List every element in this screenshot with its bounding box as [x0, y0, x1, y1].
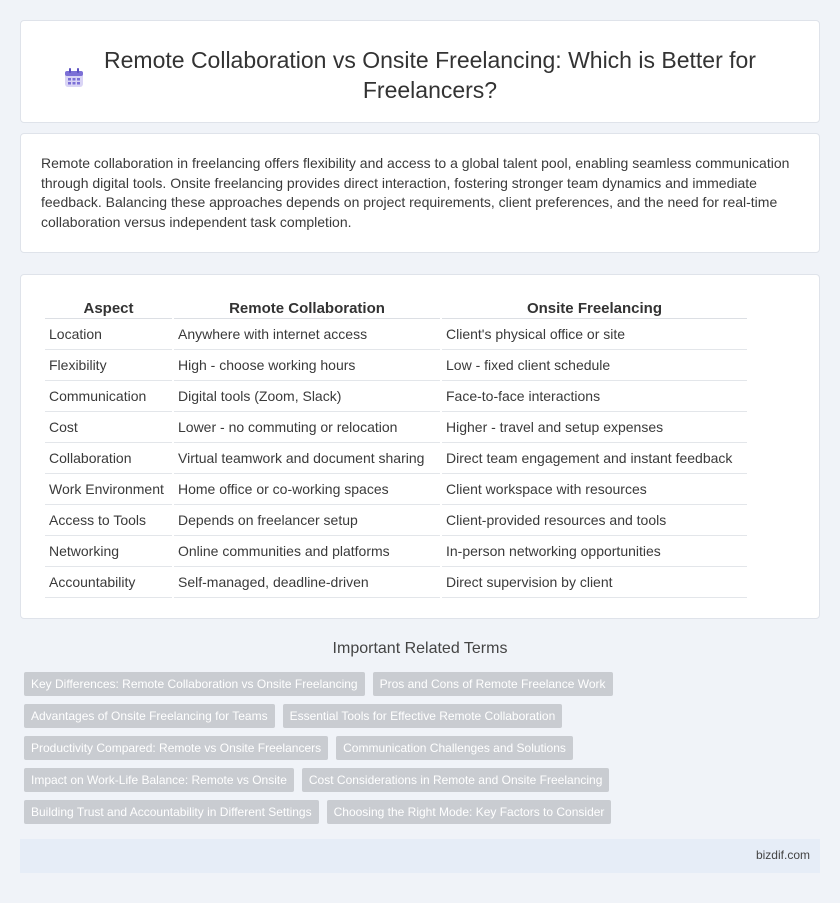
related-term-tag[interactable]: Key Differences: Remote Collaboration vs Onsite Freelancing [24, 672, 365, 696]
table-row [45, 350, 747, 381]
table-row [45, 567, 747, 598]
cell-remote: Lower - no commuting or relocation [174, 412, 440, 443]
cell-aspect: Cost [45, 412, 172, 443]
cell-aspect: Accountability [45, 567, 172, 598]
tag-row [24, 672, 824, 696]
related-term-tag[interactable]: Impact on Work-Life Balance: Remote vs Onsite [24, 768, 294, 792]
header-remote: Remote Collaboration [174, 295, 440, 319]
cell-aspect: Location [45, 319, 172, 350]
cell-remote: Anywhere with internet access [174, 319, 440, 350]
title-card [20, 20, 820, 123]
cell-remote: Depends on freelancer setup [174, 505, 440, 536]
cell-remote: High - choose working hours [174, 350, 440, 381]
related-term-tag[interactable]: Communication Challenges and Solutions [336, 736, 573, 760]
related-term-tag[interactable]: Advantages of Onsite Freelancing for Teams [24, 704, 275, 728]
cell-onsite: In-person networking opportunities [442, 536, 747, 567]
cell-remote: Self-managed, deadline-driven [174, 567, 440, 598]
footer-site: bizdif.com [755, 848, 810, 862]
table-row [45, 536, 747, 567]
tag-row [24, 736, 824, 760]
intro-paragraph: Remote collaboration in freelancing offers flexibility and access to a global talent pool, enabling seamless communication through digital tools. Onsite freelancing provides direct interaction, fostering stronger team dynamics and immediate feedback. Balancing these approaches depends on project requirements, client preferences, and the need for real-time collaboration versus independent task completion. [41, 155, 790, 230]
cell-onsite: Face-to-face interactions [442, 381, 747, 412]
table-row [45, 381, 747, 412]
cell-onsite: Direct team engagement and instant feedback [442, 443, 747, 474]
related-term-tag[interactable]: Essential Tools for Effective Remote Collaboration [283, 704, 563, 728]
comparison-table [43, 295, 749, 598]
cell-aspect: Networking [45, 536, 172, 567]
cell-aspect: Work Environment [45, 474, 172, 505]
cell-remote: Digital tools (Zoom, Slack) [174, 381, 440, 412]
related-term-tag[interactable]: Building Trust and Accountability in Different Settings [24, 800, 319, 824]
table-header-row [45, 295, 747, 319]
comparison-card [20, 274, 820, 619]
cell-onsite: Client workspace with resources [442, 474, 747, 505]
tag-row [24, 800, 824, 824]
header-aspect: Aspect [45, 295, 172, 319]
related-terms-list [24, 672, 824, 832]
cell-onsite: Direct supervision by client [442, 567, 747, 598]
cell-aspect: Communication [45, 381, 172, 412]
table-row [45, 443, 747, 474]
tag-row [24, 704, 824, 728]
related-term-tag[interactable]: Pros and Cons of Remote Freelance Work [373, 672, 613, 696]
cell-aspect: Collaboration [45, 443, 172, 474]
cell-onsite: Client's physical office or site [442, 319, 747, 350]
intro-card [20, 133, 820, 253]
header-onsite: Onsite Freelancing [442, 295, 747, 319]
cell-remote: Home office or co-working spaces [174, 474, 440, 505]
cell-aspect: Flexibility [45, 350, 172, 381]
cell-onsite: Low - fixed client schedule [442, 350, 747, 381]
cell-aspect: Access to Tools [45, 505, 172, 536]
related-term-tag[interactable]: Cost Considerations in Remote and Onsite Freelancing [302, 768, 609, 792]
table-row [45, 505, 747, 536]
tag-row [24, 768, 824, 792]
table-row [45, 412, 747, 443]
related-term-tag[interactable]: Productivity Compared: Remote vs Onsite Freelancers [24, 736, 328, 760]
cell-remote: Virtual teamwork and document sharing [174, 443, 440, 474]
cell-onsite: Higher - travel and setup expenses [442, 412, 747, 443]
related-terms-title: Important Related Terms [332, 640, 508, 657]
footer [20, 839, 820, 873]
table-row [45, 319, 747, 350]
cell-onsite: Client-provided resources and tools [442, 505, 747, 536]
table-row [45, 474, 747, 505]
related-term-tag[interactable]: Choosing the Right Mode: Key Factors to Consider [327, 800, 612, 824]
page-title: Remote Collaboration vs Onsite Freelancing: Which is Better for Freelancers? [104, 47, 756, 103]
cell-remote: Online communities and platforms [174, 536, 440, 567]
